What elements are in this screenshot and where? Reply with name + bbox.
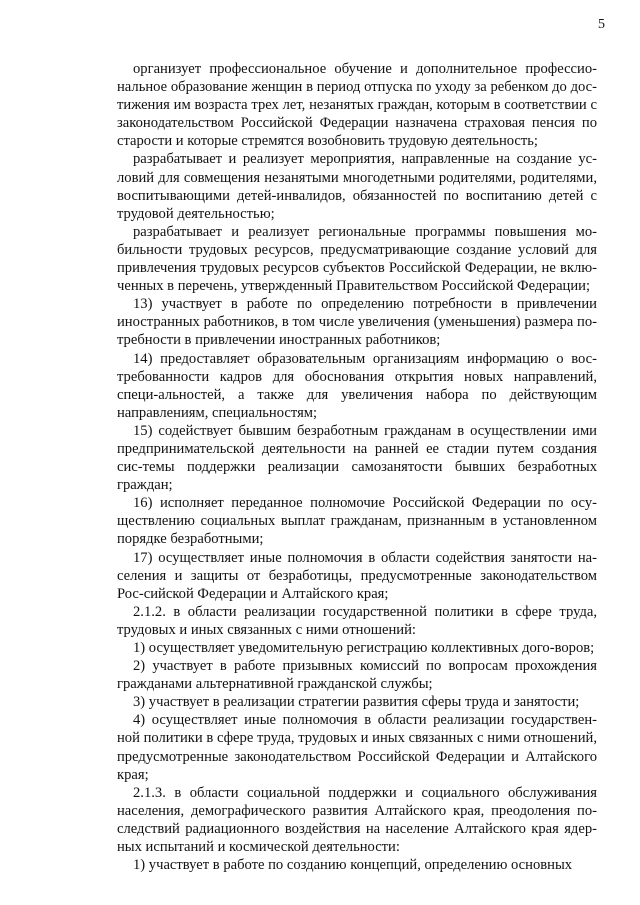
paragraph-15: 1) участвует в работе по созданию концепций, определению основных [133, 857, 573, 874]
paragraph-3: разрабатывает и реализует региональные программы повышения мо-бильности трудовых ресурсов, предусматривающие создание условий для привлечения трудовых ресурсов субъектов Российской Федерации, не вклю-ченных в перечень, утвержденный Правительством Российской Федерации; [117, 223, 597, 295]
paragraph-12: 3) участвует в реализации стратегии развития сферы труда и занятости; [133, 694, 580, 711]
paragraph-7: 16) исполняет переданное полномочие Российской Федерации по осу-ществлению социальных выплат гражданам, признанным в установленном порядке безработными; [117, 495, 597, 548]
page-number: 5 [598, 17, 605, 32]
paragraph-1: организует профессиональное обучение и дополнительное профессио-нальное образование женщин в период отпуска по уходу за ребенком до дос-тижения им возраста трех лет, незанятых граждан, которым в соответствии с законодательством Российской Федерации назначена страховая пенсия по старости и которые стремятся возобновить трудовую деятельность; [117, 61, 597, 150]
paragraph-14: 2.1.3. в области социальной поддержки и социального обслуживания населения, демографического развития Алтайского края, преодоления по-следствий радиационного воздействия на население Алтайского края ядер-ных испытаний и космической деятельности: [117, 784, 597, 856]
paragraph-2: разрабатывает и реализует мероприятия, направленные на создание ус-ловий для совмещения незанятыми многодетными родителями, родителями, воспитывающими детей-инвалидов, обязанностей по воспитанию детей с трудовой деятельностью; [117, 151, 597, 222]
paragraph-6: 15) содействует бывшим безработным гражданам в осуществлении ими предпринимательской деятельности на ранней ее стадии путем создания сис-темы поддержки реализации самозанятости бывших безработных граждан; [117, 422, 597, 494]
paragraph-5: 14) предоставляет образовательным организациям информацию о вос-требованности кадров для обоснования открытия новых направлений, специ-альностей, а также для увеличения набора по действующим направлениям, специальностям; [117, 350, 597, 421]
paragraph-10: 1) осуществляет уведомительную регистрацию коллективных дого-воров; [133, 640, 595, 656]
paragraph-13: 4) осуществляет иные полномочия в области реализации государствен-ной политики в сфере труда, трудовых и иных связанных с ними отношений, предусмотренные законодательством Российской Федерации и Алтайского края; [117, 712, 597, 783]
paragraph-11: 2) участвует в работе призывных комиссий по вопросам прохождения гражданами альтернативной гражданской службы; [117, 658, 597, 693]
document-body [117, 60, 597, 874]
paragraph-9: 2.1.2. в области реализации государственной политики в сфере труда, трудовых и иных связанных с ними отношений: [117, 603, 597, 638]
paragraph-8: 17) осуществляет иные полномочия в области содействия занятости на-селения и защиты от безработицы, предусмотренные законодательством Рос-сийской Федерации и Алтайского края; [117, 549, 597, 602]
paragraph-4: 13) участвует в работе по определению потребности в привлечении иностранных работников, в том числе увеличения (уменьшения) размера по-требности в привлечении иностранных работников; [117, 296, 597, 349]
